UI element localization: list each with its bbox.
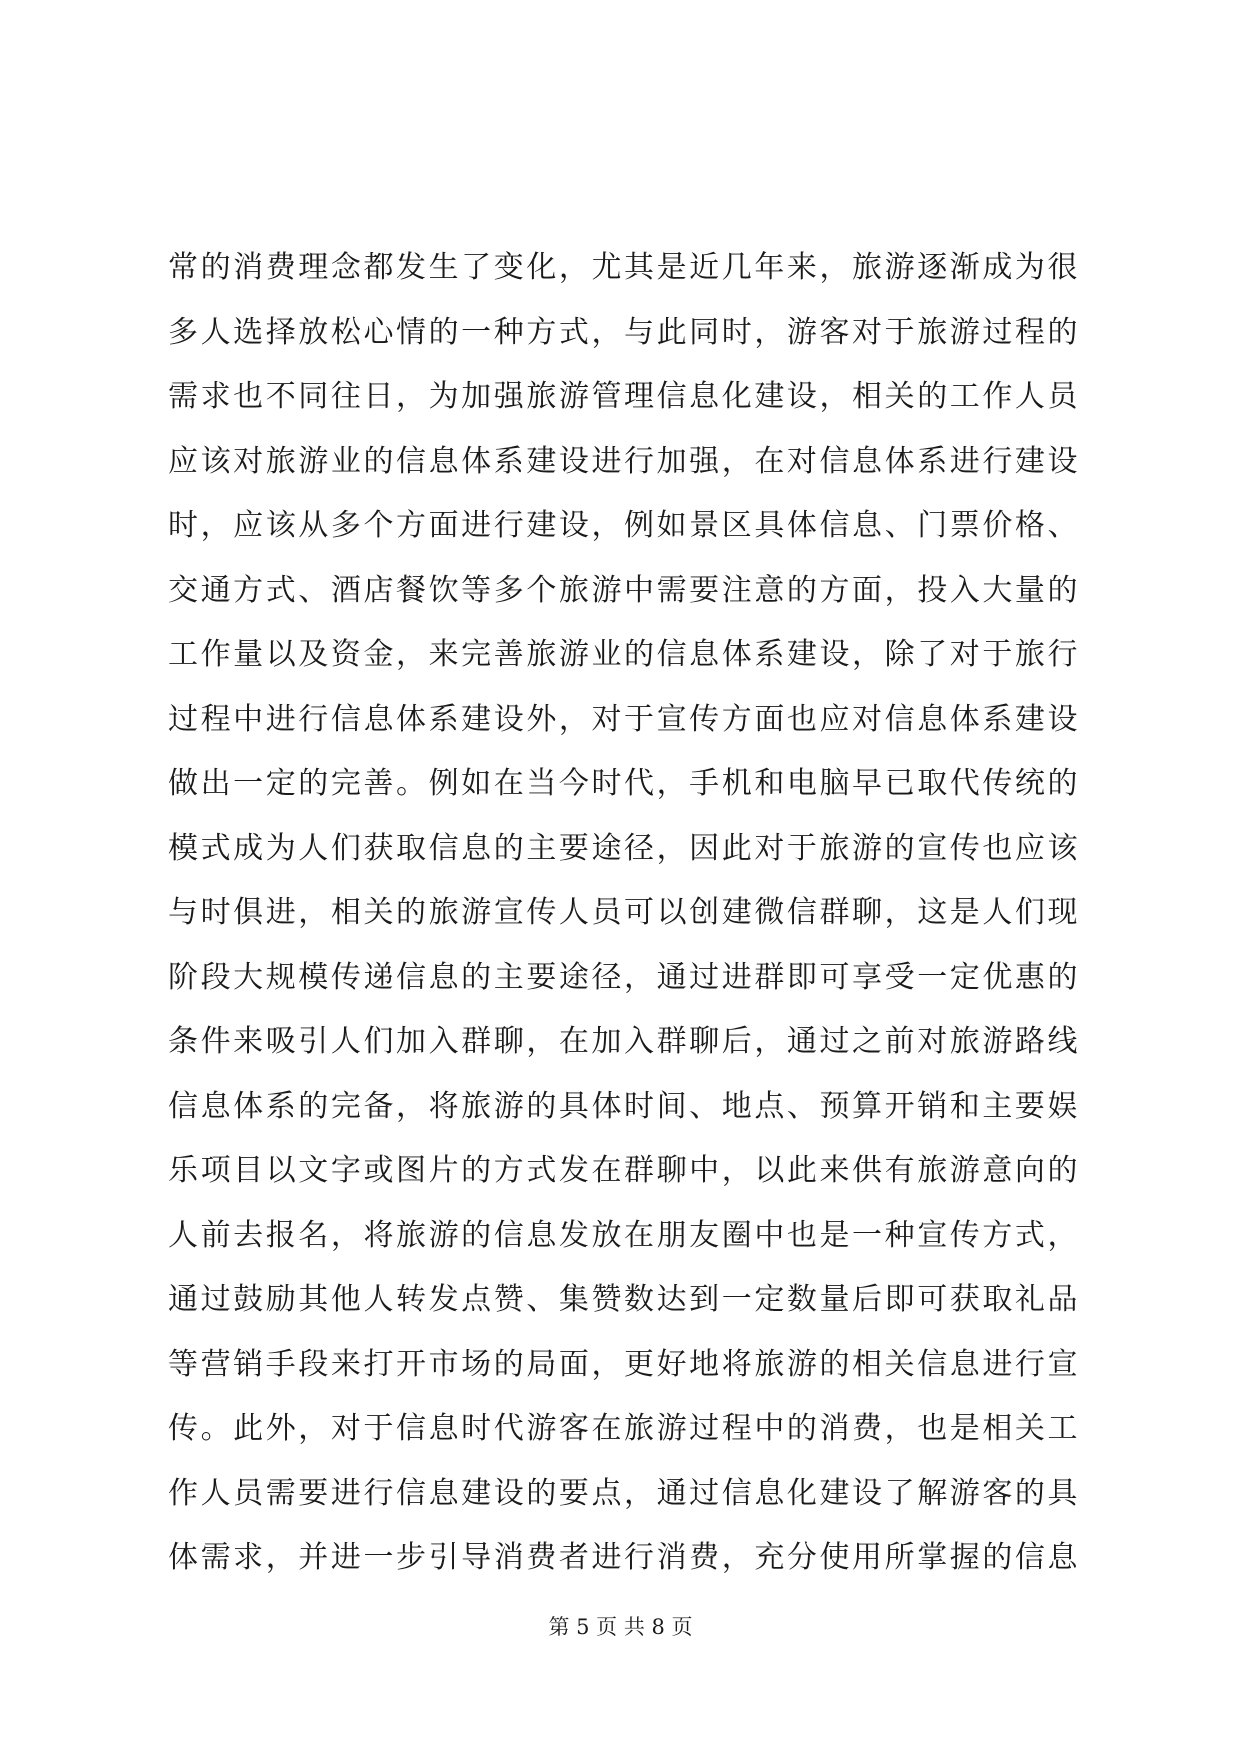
text-line: 通过鼓励其他人转发点赞、集赞数达到一定数量后即可获取礼品 — [168, 1282, 1078, 1317]
text-line: 需求也不同往日，为加强旅游管理信息化建设，相关的工作人员 — [168, 379, 1078, 414]
text-line: 常的消费理念都发生了变化，尤其是近几年来，旅游逐渐成为很 — [168, 250, 1078, 285]
text-line: 人前去报名，将旅游的信息发放在朋友圈中也是一种宣传方式， — [168, 1217, 1078, 1253]
text-line: 模式成为人们获取信息的主要途径，因此对于旅游的宣传也应该 — [168, 830, 1078, 866]
body-paragraph — [168, 236, 1078, 1591]
text-line: 多人选择放松心情的一种方式，与此同时，游客对于旅游过程的 — [168, 314, 1078, 350]
text-line: 作人员需要进行信息建设的要点，通过信息化建设了解游客的具 — [168, 1475, 1078, 1511]
text-line: 条件来吸引人们加入群聊，在加入群聊后，通过之前对旅游路线 — [168, 1024, 1078, 1059]
text-line: 阶段大规模传递信息的主要途径，通过进群即可享受一定优惠的 — [168, 959, 1078, 995]
text-line: 工作量以及资金，来完善旅游业的信息体系建设，除了对于旅行 — [168, 637, 1078, 672]
text-line: 应该对旅游业的信息体系建设进行加强，在对信息体系进行建设 — [168, 443, 1078, 479]
text-line: 交通方式、酒店餐饮等多个旅游中需要注意的方面，投入大量的 — [168, 572, 1078, 608]
text-line: 体需求，并进一步引导消费者进行消费，充分使用所掌握的信息 — [168, 1540, 1078, 1575]
page-footer: 第 5 页 共 8 页 — [548, 1615, 693, 1639]
text-line: 做出一定的完善。例如在当今时代，手机和电脑早已取代传统的 — [168, 766, 1078, 801]
text-line: 信息体系的完备，将旅游的具体时间、地点、预算开销和主要娱 — [168, 1088, 1078, 1124]
text-line: 传。此外，对于信息时代游客在旅游过程中的消费，也是相关工 — [168, 1411, 1078, 1446]
text-line: 乐项目以文字或图片的方式发在群聊中，以此来供有旅游意向的 — [168, 1153, 1078, 1188]
text-line: 等营销手段来打开市场的局面，更好地将旅游的相关信息进行宣 — [168, 1346, 1078, 1382]
text-line: 过程中进行信息体系建设外，对于宣传方面也应对信息体系建设 — [168, 701, 1078, 737]
text-line: 与时俱进，相关的旅游宣传人员可以创建微信群聊，这是人们现 — [168, 895, 1078, 930]
text-line: 时，应该从多个方面进行建设，例如景区具体信息、门票价格、 — [168, 508, 1078, 543]
